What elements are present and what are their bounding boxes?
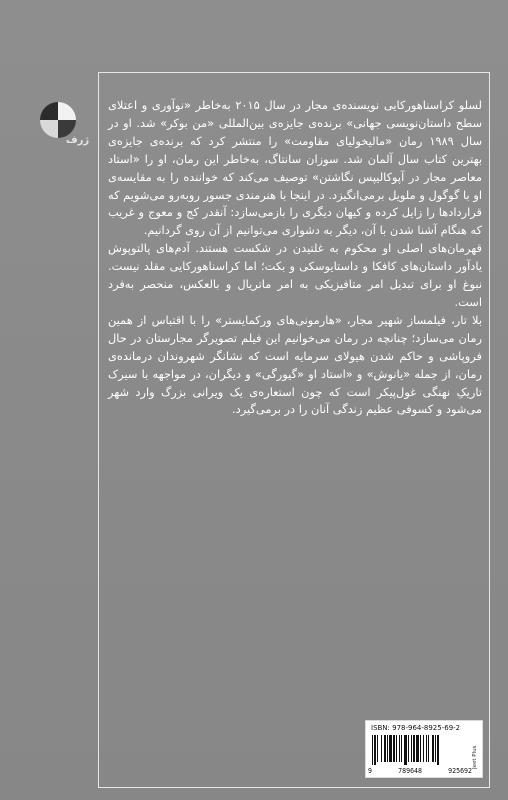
isbn-label: ISBN: 978-964-8925-69-2 — [371, 724, 461, 732]
barcode-digit-group: 9 — [368, 767, 372, 775]
blurb-paragraph-1: لسلو کراسناهورکایی نویسنده‌ی مجار در سال ۲۰۱۵ به‌خاطر «نوآوری و اعتلای سطح داستان‌نویسی جهانی» برنده‌ی جایزه‌ی بین‌المللی «من بوکر» شد. او در سال ۱۹۸۹ رمان «مالیخولیای مقاومت» را منتشر کرد که برنده‌ی جایزه‌ی بهترین کتاب سال آلمان شد. سوزان سانتاگ، به‌خاطر این رمان، او را «استاد معاصر مجار در آپوکالیپس نگاشتن» توصیف می‌کند که خواننده را به مقایسه‌ی او با گوگول و ملویل برمی‌انگیزد. در اینجا با هنرمندی جسور روبه‌رو می‌شویم که قراردادها را زایل کرده و کیهان دیگری را بازمی‌سازد: آنقدر کج و معوج و غریب که هنگام آشنا شدن با آن، دیگر به دشواری می‌توانیم از آن روی گردانیم. — [108, 98, 483, 238]
barcode-bar — [372, 735, 373, 765]
barcode-bar — [408, 735, 409, 762]
barcode-digit-group: 789648 — [398, 767, 422, 775]
barcode-bar — [413, 735, 415, 762]
barcode-bar — [374, 735, 376, 765]
barcode-digit-group: 925692 — [448, 767, 472, 775]
barcode-bar — [416, 735, 419, 762]
barcode-bar — [396, 735, 397, 762]
blurb-paragraph-3: بلا تار، فیلمساز شهیر مجار، «هارمونی‌های ورکمایستر» را با اقتباس از همین رمان می‌سازد؛ چنانچه در رمان می‌خوانیم این فیلم تصویرگر مجارستان در حال فروپاشی و حاکم شدن هیولای سرمایه است که نشانگر شهروندان درمانده‌ی رمان، از جمله «یانوش» و «استاد او «گیورگی» و دیگران، در مواجهه با سیرک تاریکِ نهنگی غول‌پیکر است که چون استعاره‌ی یک ویرانی بزرگ وارد شهر می‌شود و کسوفی عظیم زندگی آنان را در برمی‌گیرد. — [108, 312, 482, 417]
barcode-bar — [401, 735, 402, 762]
barcode-bar — [426, 735, 427, 762]
barcode-bar — [381, 735, 382, 762]
barcode-bar — [399, 735, 400, 762]
barcode-digits — [368, 767, 472, 775]
barcode-bar — [384, 735, 386, 762]
barcode-bar — [387, 735, 388, 762]
barcode-bar — [377, 735, 378, 762]
barcode-tag: Jeet Plus — [472, 745, 478, 769]
barcode-bar — [411, 735, 412, 762]
barcode-bar — [435, 735, 436, 762]
cover-blurb — [108, 97, 482, 567]
barcode-bar — [423, 735, 424, 762]
barcode-bar — [420, 735, 421, 762]
barcode-icon — [370, 735, 470, 765]
barcode-bar — [437, 735, 439, 765]
blurb-paragraph-2: قهرمان‌های اصلی او محکوم به غلتیدن در شکست هستند. آدم‌های پالتوپوش یادآور داستان‌های کافکا و داستایوسکی و بکت؛ اما کراسناهورکایی مقلد نیست. نبوغ او برای تبدیل امر متافیزیکی به امر ماتریال و بالعکس، منحصر به‌فرد است. — [108, 241, 482, 309]
barcode-bar — [393, 735, 395, 762]
barcode-bar — [404, 735, 407, 765]
barcode-bar — [428, 735, 429, 762]
publisher-name: ژرف — [66, 135, 90, 146]
isbn-barcode-box — [365, 720, 483, 778]
barcode-bar — [389, 735, 392, 762]
barcode-bar — [432, 735, 434, 762]
